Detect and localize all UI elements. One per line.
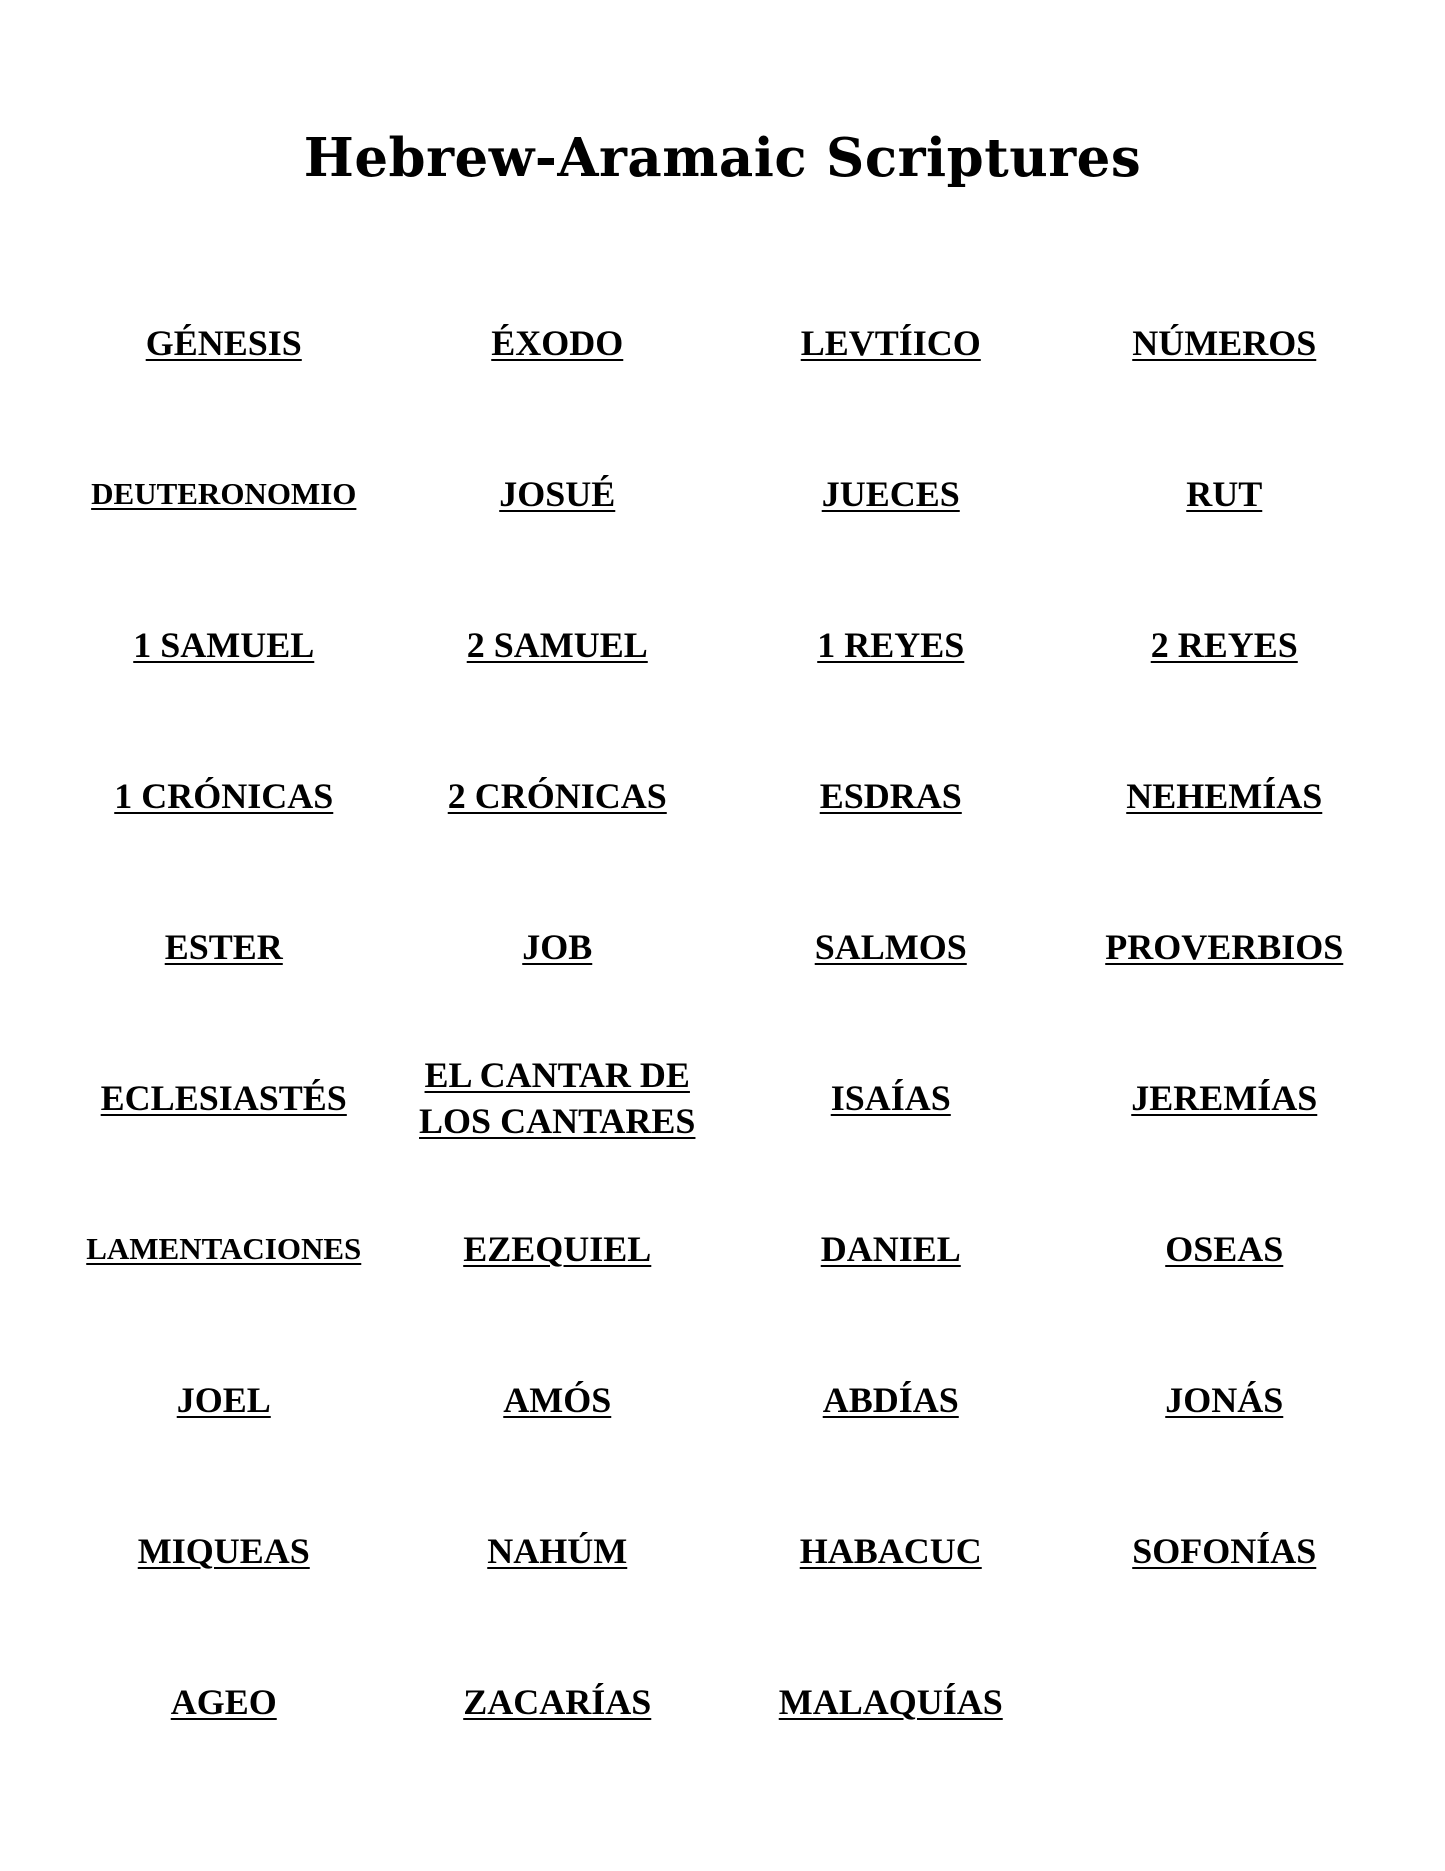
book-link[interactable]: LAMENTACIONES [86, 1230, 362, 1266]
book-link[interactable]: RUT [1186, 473, 1263, 514]
book-link[interactable]: LEVTÍICO [800, 322, 981, 363]
book-link[interactable]: JOEL [176, 1379, 271, 1420]
book-link[interactable]: DEUTERONOMIO [91, 475, 357, 511]
page-title: Hebrew-Aramaic Scriptures [303, 127, 1142, 189]
book-cell [57, 1173, 391, 1324]
book-cell [1058, 418, 1392, 569]
book-cell [391, 1475, 725, 1626]
book-link[interactable]: ÉXODO [491, 322, 624, 363]
book-cell [724, 267, 1058, 418]
book-cell [1058, 569, 1392, 720]
book-cell [724, 720, 1058, 871]
book-link[interactable]: NEHEMÍAS [1126, 775, 1323, 816]
book-cell [1058, 1475, 1392, 1626]
book-link[interactable]: EL CANTAR DE LOS CANTARES [419, 1054, 696, 1141]
book-link[interactable]: 1 REYES [817, 624, 965, 665]
book-link[interactable]: 1 CRÓNICAS [114, 775, 334, 816]
book-link[interactable]: NÚMEROS [1132, 322, 1317, 363]
book-cell [57, 1626, 391, 1777]
book-cell [57, 871, 391, 1022]
book-cell [1058, 1173, 1392, 1324]
book-cell [1058, 1324, 1392, 1475]
book-link[interactable]: JOB [522, 926, 593, 967]
book-link[interactable]: MALAQUÍAS [778, 1681, 1003, 1722]
book-link[interactable]: AGEO [170, 1681, 277, 1722]
book-link[interactable]: GÉNESIS [145, 322, 302, 363]
book-link[interactable]: JONÁS [1165, 1379, 1284, 1420]
book-cell [391, 569, 725, 720]
book-cell [391, 418, 725, 569]
book-link[interactable]: 2 CRÓNICAS [447, 775, 667, 816]
book-link[interactable]: MIQUEAS [137, 1530, 310, 1571]
book-cell [57, 267, 391, 418]
book-link[interactable]: JEREMÍAS [1131, 1077, 1318, 1118]
book-link[interactable]: 2 REYES [1150, 624, 1298, 665]
book-link[interactable]: DANIEL [820, 1228, 961, 1269]
book-cell [57, 418, 391, 569]
book-cell [57, 1022, 391, 1173]
book-cell [57, 720, 391, 871]
book-cell [1058, 871, 1392, 1022]
books-grid [57, 267, 1391, 1777]
book-link[interactable]: AMÓS [503, 1379, 612, 1420]
book-cell [724, 1626, 1058, 1777]
book-link[interactable]: SOFONÍAS [1132, 1530, 1317, 1571]
book-cell [391, 720, 725, 871]
book-link[interactable]: JUECES [821, 473, 960, 514]
book-cell [724, 1324, 1058, 1475]
book-link[interactable]: NAHÚM [487, 1530, 628, 1571]
book-cell [1058, 1022, 1392, 1173]
book-cell [57, 569, 391, 720]
book-link[interactable]: HABACUC [799, 1530, 982, 1571]
book-cell [724, 569, 1058, 720]
book-link[interactable]: ABDÍAS [822, 1379, 959, 1420]
book-link[interactable]: ZACARÍAS [463, 1681, 652, 1722]
book-link[interactable]: ESTER [164, 926, 283, 967]
book-cell [724, 418, 1058, 569]
book-link[interactable]: PROVERBIOS [1105, 926, 1344, 967]
book-cell [57, 1475, 391, 1626]
book-link[interactable]: ECLESIASTÉS [100, 1077, 347, 1118]
book-cell [57, 1324, 391, 1475]
book-cell [1058, 267, 1392, 418]
book-cell [1058, 720, 1392, 871]
book-cell [391, 1626, 725, 1777]
book-cell [724, 1173, 1058, 1324]
book-cell [724, 1022, 1058, 1173]
book-link[interactable]: ISAÍAS [830, 1077, 951, 1118]
book-cell [724, 1475, 1058, 1626]
book-link[interactable]: JOSUÉ [499, 473, 616, 514]
book-cell [391, 1022, 725, 1173]
book-cell [391, 871, 725, 1022]
book-link[interactable]: 2 SAMUEL [466, 624, 648, 665]
book-link[interactable]: ESDRAS [819, 775, 962, 816]
book-cell [391, 267, 725, 418]
book-link[interactable]: 1 SAMUEL [133, 624, 315, 665]
book-cell [724, 871, 1058, 1022]
book-link[interactable]: OSEAS [1165, 1228, 1284, 1269]
book-cell [391, 1324, 725, 1475]
book-link[interactable]: EZEQUIEL [463, 1228, 652, 1269]
book-link[interactable]: SALMOS [814, 926, 967, 967]
book-cell [391, 1173, 725, 1324]
